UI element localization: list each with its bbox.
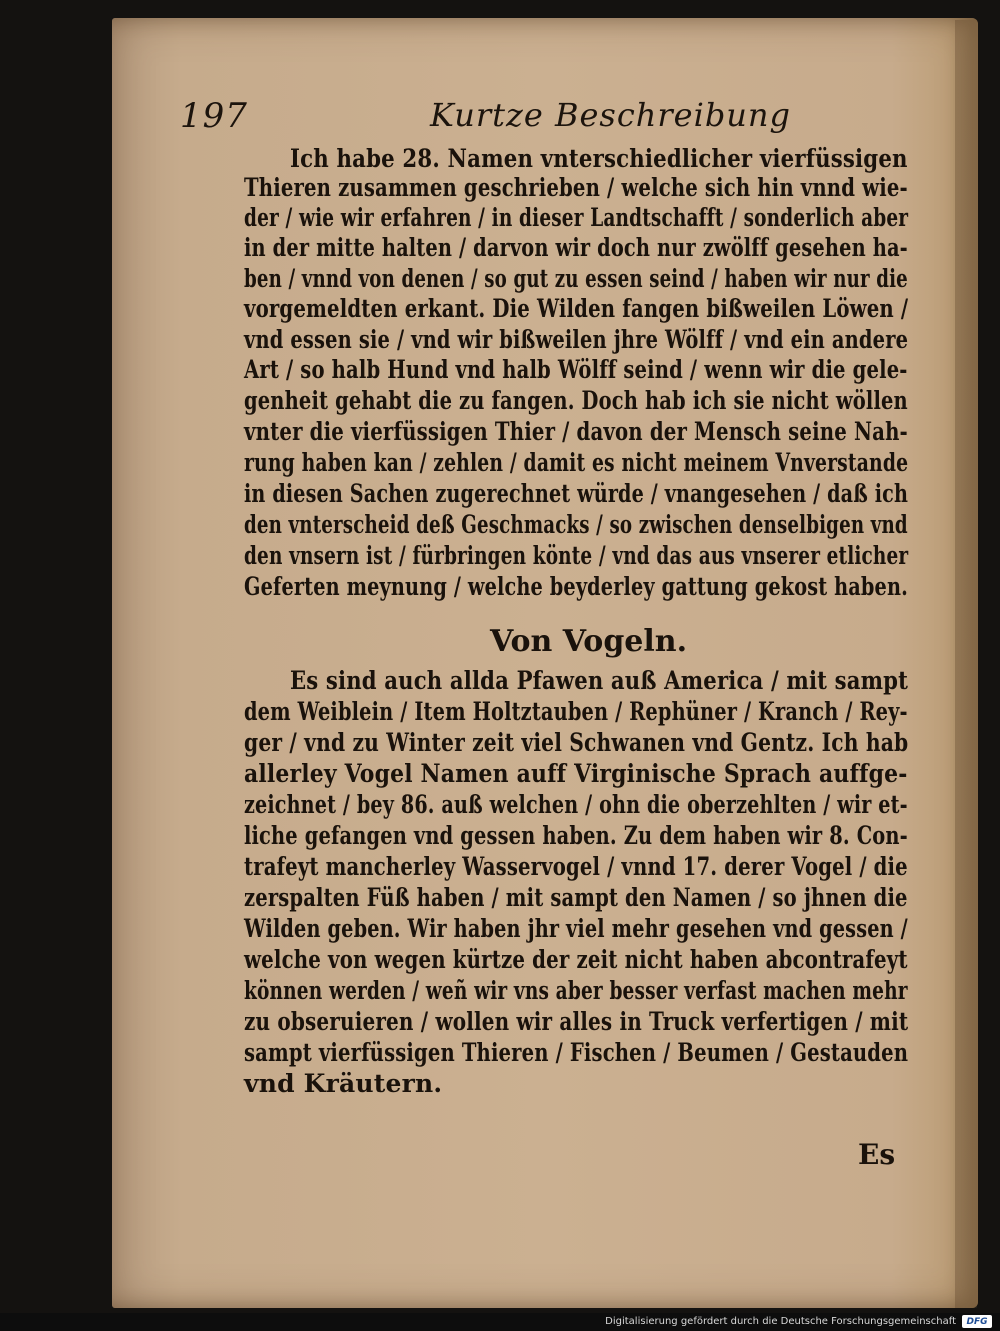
text-line: in der mitte halten / darvon wir doch nur zwölff gesehen ha- (244, 233, 908, 262)
text-line: können werden / weñ wir vns aber besser verfast machen mehr (244, 976, 908, 1005)
section-heading: Von Vogeln. (490, 624, 688, 659)
text-line: Geferten meynung / welche beyderley gattung gekost haben. (244, 572, 908, 601)
text-line: der / wie wir erfahren / in dieser Landtschafft / sonderlich aber (244, 203, 909, 232)
text-line: dem Weiblein / Item Holtztauben / Rephüner / Kranch / Rey- (244, 697, 908, 726)
text-line: Wilden geben. Wir haben jhr viel mehr gesehen vnd gessen / (244, 914, 908, 943)
text-line: vnd essen sie / vnd wir bißweilen jhre Wölff / vnd ein andere (244, 325, 909, 354)
text-line: vnd Kräutern. (244, 1069, 443, 1098)
text-line: in diesen Sachen zugerechnet würde / vnangesehen / daß ich (244, 479, 909, 508)
text-line: Art / so halb Hund vnd halb Wölff seind / wenn wir die gele- (244, 355, 908, 384)
text-line: Es sind auch allda Pfawen auß America / mit sampt (290, 666, 909, 695)
text-line: den vnsern ist / fürbringen könte / vnd das aus vnserer etlicher (244, 541, 909, 570)
running-title: Kurtze Beschreibung (430, 96, 791, 134)
text-line: vnter die vierfüssigen Thier / davon der Mensch seine Nah- (244, 417, 908, 446)
text-line: trafeyt mancherley Wasservogel / vnnd 17. derer Vogel / die (244, 852, 908, 881)
text-line: vorgemeldten erkant. Die Wilden fangen bißweilen Löwen / (244, 294, 909, 323)
funding-note: Digitalisierung gefördert durch die Deutsche Forschungsgemeinschaft (605, 1316, 956, 1327)
dfg-logo-text: DFG (966, 1316, 988, 1327)
text-line: ben / vnnd von denen / so gut zu essen seind / haben wir nur die (244, 264, 908, 293)
text-line: Thieren zusammen geschrieben / welche sich hin vnnd wie- (244, 173, 908, 202)
text-line: allerley Vogel Namen auff Virginische Sprach auffge- (244, 759, 908, 788)
text-line: welche von wegen kürtze der zeit nicht haben abcontrafeyt (244, 945, 908, 974)
text-line: den vnterscheid deß Geschmacks / so zwischen denselbigen vnd (244, 510, 908, 539)
text-line: sampt vierfüssigen Thieren / Fischen / Beumen / Gestauden (244, 1038, 909, 1067)
page-number: 197 (180, 96, 248, 136)
dfg-logo-icon[interactable] (962, 1315, 992, 1328)
text-line: zu obseruieren / wollen wir alles in Truck verfertigen / mit (244, 1007, 909, 1036)
text-line: ger / vnd zu Winter zeit viel Schwanen vnd Gentz. Ich hab (244, 728, 909, 757)
page-edge (955, 20, 977, 1308)
text-line: zerspalten Füß haben / mit sampt den Namen / so jhnen die (244, 883, 908, 912)
text-line: zeichnet / bey 86. auß welchen / ohn die oberzehlten / wir et- (244, 790, 908, 819)
text-line: genheit gehabt die zu fangen. Doch hab ich sie nicht wöllen (244, 386, 908, 415)
text-line: Ich habe 28. Namen vnterschiedlicher vierfüssigen (290, 144, 908, 173)
text-line: liche gefangen vnd gessen haben. Zu dem haben wir 8. Con- (244, 821, 908, 850)
catchword: Es (858, 1138, 896, 1171)
text-line: rung haben kan / zehlen / damit es nicht meinem Vnverstande (244, 448, 909, 477)
